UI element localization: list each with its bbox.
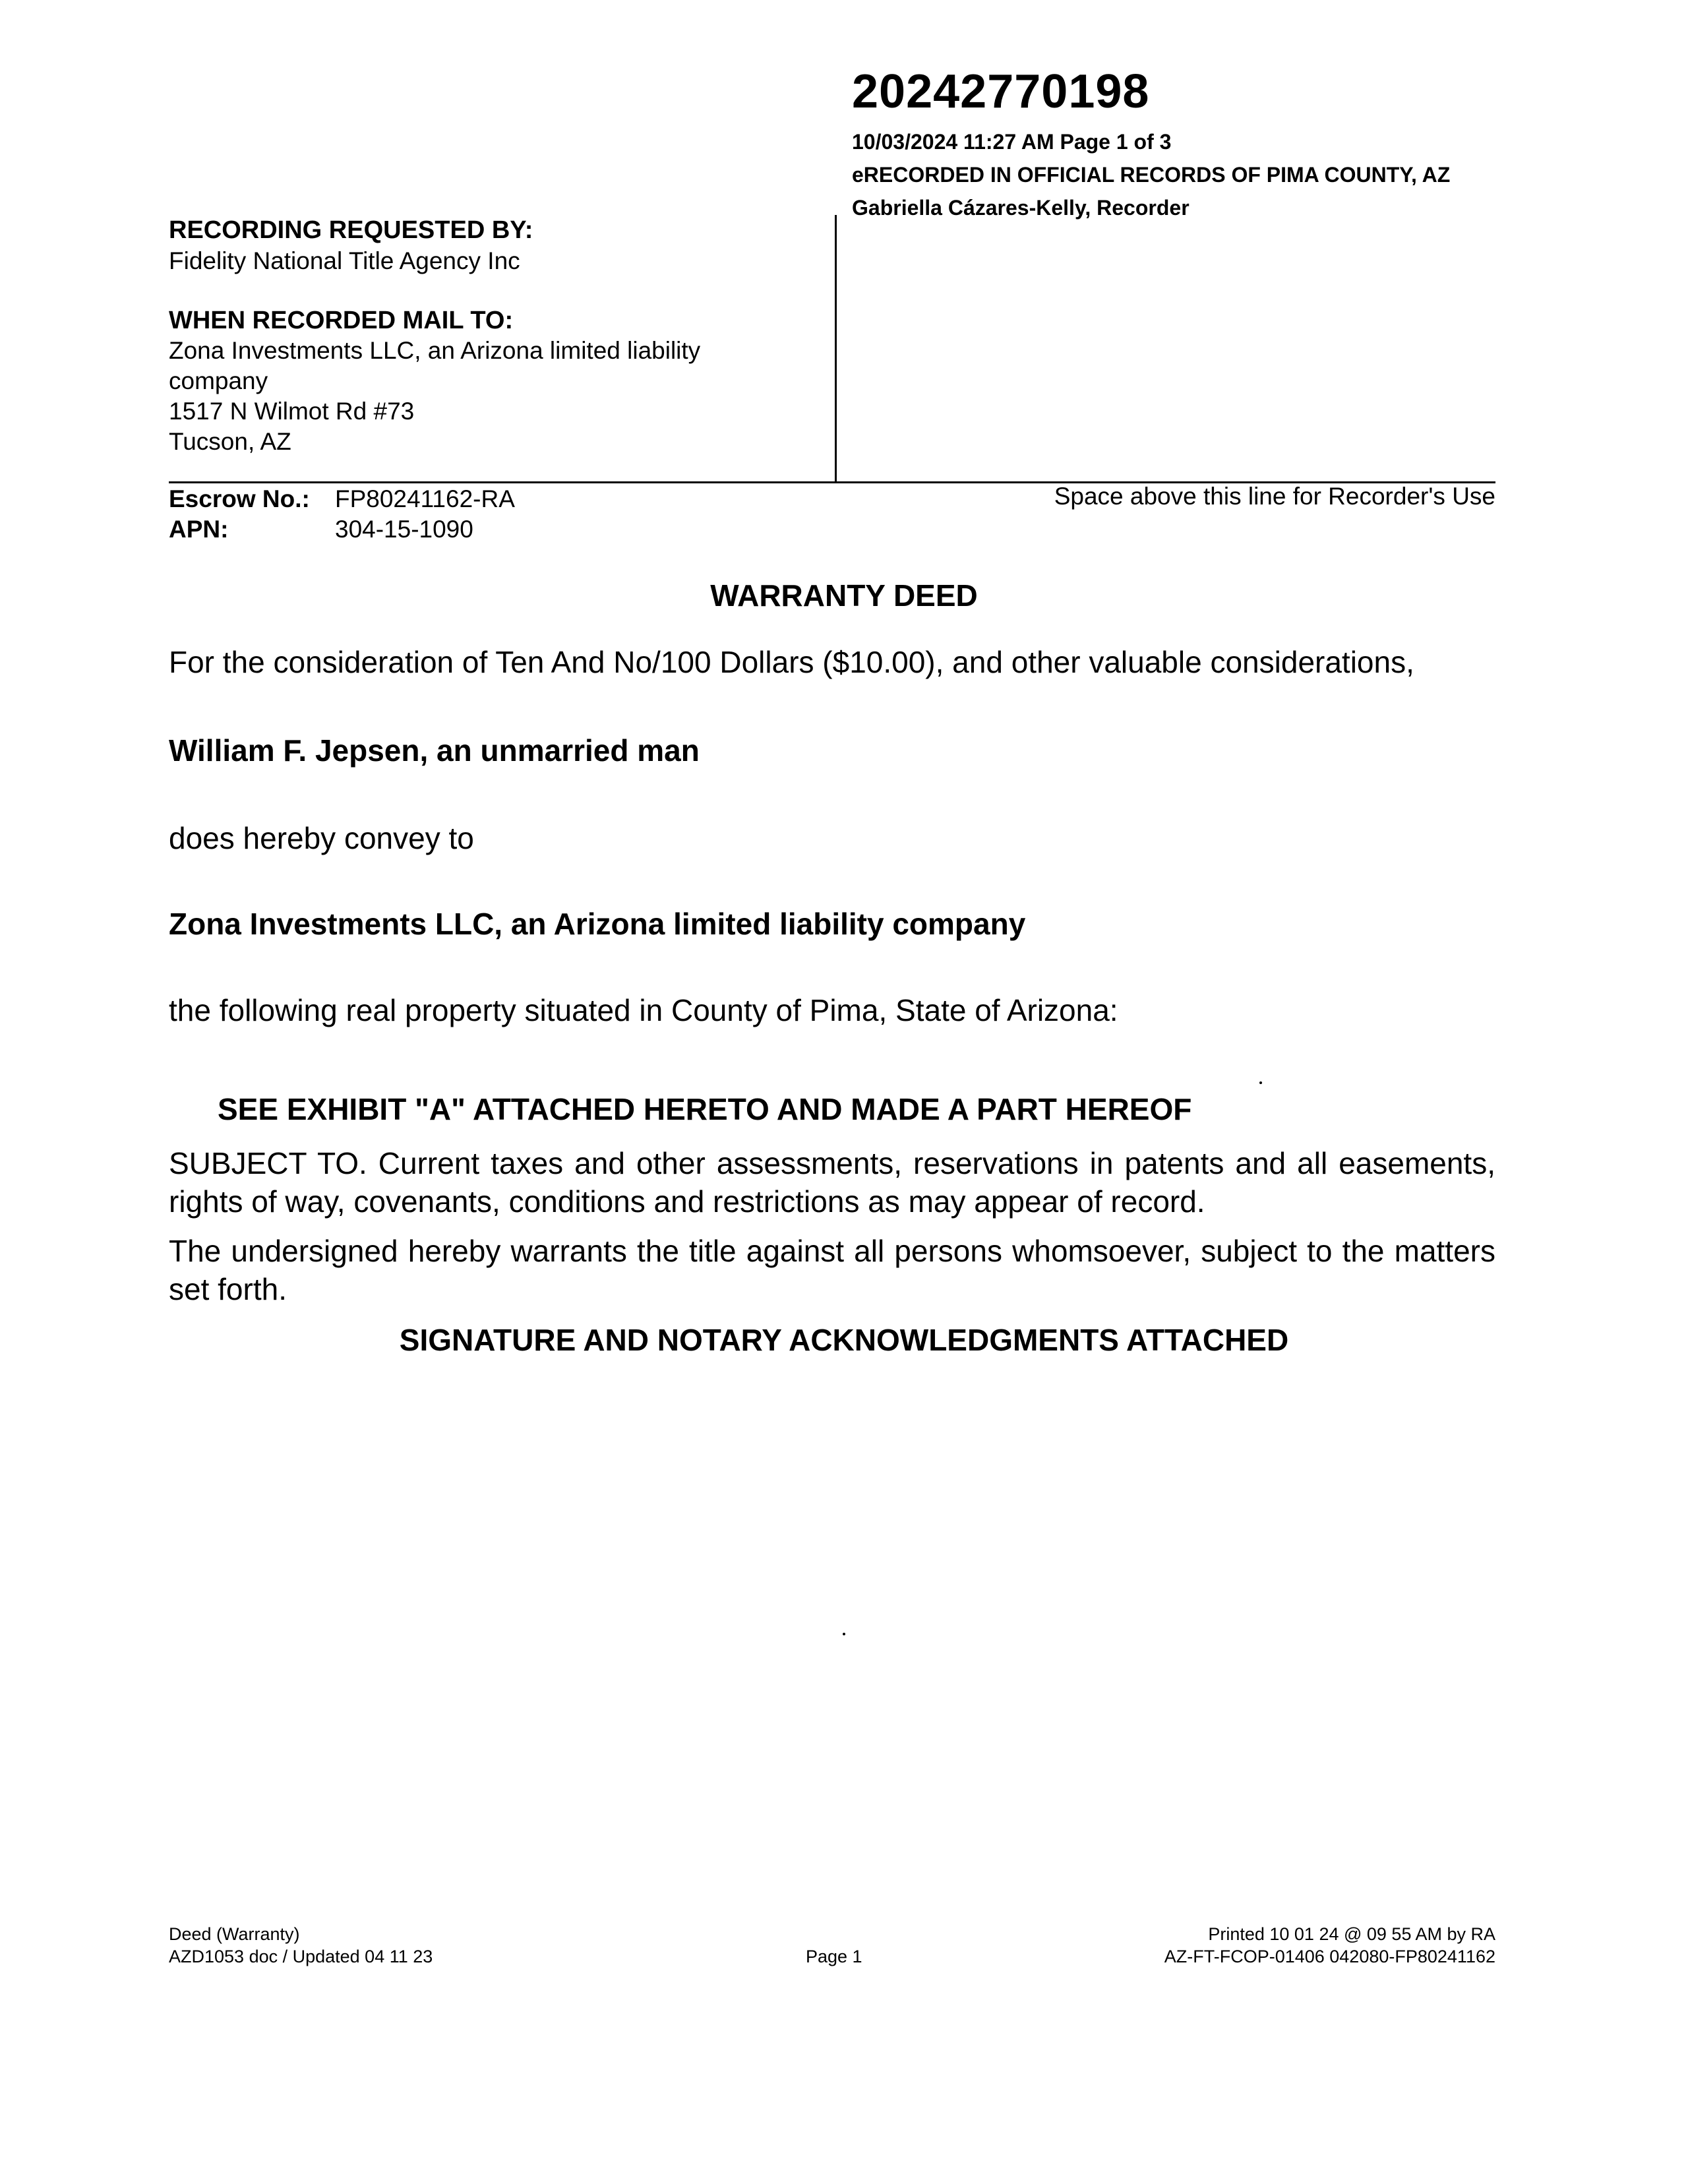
requested-by-label: RECORDING REQUESTED BY:: [169, 216, 533, 244]
recording-number: 20242770198: [852, 65, 1150, 118]
escrow-label: Escrow No.:: [169, 485, 310, 512]
requested-by-value: Fidelity National Title Agency Inc: [169, 247, 520, 274]
mail-to-line-1: Zona Investments LLC, an Arizona limited liability: [169, 337, 701, 364]
signature-notice: SIGNATURE AND NOTARY ACKNOWLEDGMENTS ATTACHED: [399, 1323, 1289, 1357]
scan-speck: [1259, 1081, 1262, 1084]
convey-clause: does hereby convey to: [169, 821, 474, 855]
deed-title: WARRANTY DEED: [710, 578, 978, 613]
footer-printed: Printed 10 01 24 @ 09 55 AM by RA: [1208, 1924, 1495, 1944]
recorder-use-note: Space above this line for Recorder's Use: [1054, 483, 1495, 510]
scan-speck: [843, 1633, 845, 1635]
footer-page-number: Page 1: [806, 1947, 862, 1966]
recorder-name: Gabriella Cázares-Kelly, Recorder: [852, 196, 1190, 220]
warranty-paragraph: The undersigned hereby warrants the title against all persons whomsoever, subject to the matters set forth.: [169, 1234, 1495, 1306]
footer-file-ref: AZ-FT-FCOP-01406 042080-FP80241162: [1164, 1947, 1495, 1966]
footer-doc-type: Deed (Warranty): [169, 1924, 300, 1944]
consideration-clause: For the consideration of Ten And No/100 Dollars ($10.00), and other valuable considerations,: [169, 645, 1414, 679]
mail-to-label: WHEN RECORDED MAIL TO:: [169, 307, 514, 334]
apn-label: APN:: [169, 516, 229, 543]
mail-to-line-3: 1517 N Wilmot Rd #73: [169, 398, 415, 425]
recording-datetime: 10/03/2024 11:27 AM Page 1 of 3: [852, 130, 1172, 154]
exhibit-reference: SEE EXHIBIT "A" ATTACHED HERETO AND MADE A PART HEREOF: [218, 1092, 1192, 1126]
escrow-number: FP80241162-RA: [335, 485, 515, 512]
grantee-name: Zona Investments LLC, an Arizona limited liability company: [169, 907, 1026, 941]
footer-doc-id: AZD1053 doc / Updated 04 11 23: [169, 1947, 433, 1966]
erecorded-notice: eRECORDED IN OFFICIAL RECORDS OF PIMA COUNTY, AZ: [852, 163, 1451, 187]
grantor-name: William F. Jepsen, an unmarried man: [169, 733, 700, 768]
subject-to-paragraph: SUBJECT TO. Current taxes and other assessments, reservations in patents and all easements, rights of way, covenants, conditions and restrictions as may appear of record.: [169, 1146, 1495, 1219]
recorder-box-vertical-rule: [835, 215, 837, 483]
property-clause: the following real property situated in County of Pima, State of Arizona:: [169, 993, 1118, 1027]
apn-number: 304-15-1090: [335, 516, 473, 543]
mail-to-line-2: company: [169, 367, 268, 394]
mail-to-line-4: Tucson, AZ: [169, 428, 291, 455]
